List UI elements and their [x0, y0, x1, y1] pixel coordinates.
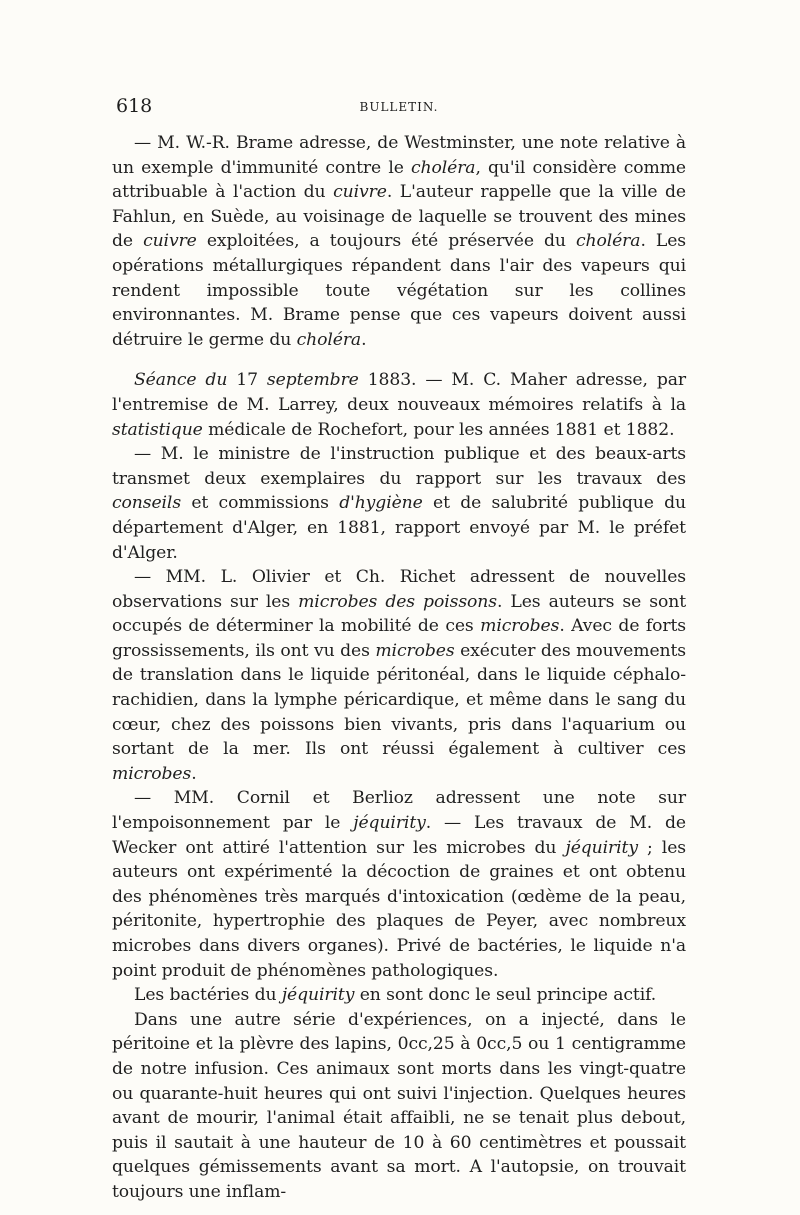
italic-run: statistique	[112, 419, 203, 440]
paragraph-bacteries-jequirity	[112, 983, 686, 1008]
paragraph-cornil-berlioz	[112, 786, 686, 983]
paragraph-autre-serie	[112, 1008, 686, 1205]
text-run: médicale de Rochefort, pour les années 1881 et 1882.	[202, 419, 675, 440]
text-run: . L'auteur rappelle que la ville de Fahlun, en Suède, au voisinage de laquelle se trouvent des mines de	[112, 182, 686, 252]
text-run: . Les auteurs se sont occupés de déterminer la mobilité de ces	[112, 591, 686, 637]
text-run: 17	[227, 370, 267, 391]
text-run: — M. W.-R. Brame adresse, de Westminster, une note relative à un exemple d'immunité contre le	[112, 133, 686, 178]
italic-run: choléra	[410, 157, 476, 178]
italic-run: microbes	[112, 763, 192, 784]
italic-run: microbes	[375, 640, 455, 661]
text-run: et de salubrité publique du département d'Alger, en 1881, rapport envoyé par M. le préfet d'Alger.	[112, 493, 686, 563]
text-run: exploitées, a toujours été préservée du	[196, 231, 576, 252]
paragraph-brame	[112, 131, 686, 352]
text-run: .	[191, 763, 197, 784]
italic-run: choléra	[296, 329, 362, 350]
paragraph-olivier-richet	[112, 565, 686, 786]
text-run: ; les auteurs ont expérimenté la décoction de graines et ont obtenu des phénomènes très marqués d'intoxication (œdème de la peau, péritonite, hypertrophie des plaques de Peyer, avec nombreux microbes dans divers organes). Privé de bactéries, le liquide n'a point produit de phénomènes pathologiques.	[112, 837, 686, 981]
text-run: . Les opérations métallurgiques répandent dans l'air des vapeurs qui rendent impossible toute végétation sur les collines environnantes. M. Brame pense que ces vapeurs doivent aussi détruire le germe du	[112, 231, 686, 350]
paragraph-ministre-instruction	[112, 442, 686, 565]
italic-run: jéquirity	[281, 985, 355, 1006]
italic-run: Séance du	[134, 370, 228, 391]
text-run: en sont donc le seul principe actif.	[354, 985, 657, 1006]
italic-run: microbes des poissons	[298, 591, 497, 612]
italic-run: septembre	[266, 370, 359, 391]
page-number: 618	[116, 95, 153, 117]
italic-run: cuivre	[143, 231, 197, 252]
italic-run: choléra	[575, 231, 641, 252]
text-run: — MM. Cornil et Berlioz adressent une note sur l'empoisonnement par le	[112, 788, 686, 834]
text-run: , qu'il considère comme attribuable à l'action du	[112, 157, 686, 203]
body-text	[112, 131, 686, 1205]
italic-run: cuivre	[333, 182, 387, 203]
text-run: .	[361, 329, 367, 350]
text-run: 1883. — M. C. Maher adresse, par l'entremise de M. Larrey, deux nouveaux mémoires relatifs à la	[112, 370, 686, 415]
page-header	[112, 95, 686, 121]
text-run: — MM. L. Olivier et Ch. Richet adressent de nouvelles observations sur les	[112, 567, 686, 612]
paragraph-seance-17-septembre	[112, 368, 686, 442]
text-run: . Avec de forts grossissements, ils ont vu des	[112, 616, 686, 661]
text-run: exécuter des mouvements de translation dans le liquide péritonéal, dans le liquide céphalo-rachidien, dans la lymphe péricardique, et même dans le sang du cœur, chez des poissons bien vivants, pris dans l'aquarium ou sortant de la mer. Ils ont réussi également à cultiver ces	[112, 640, 687, 760]
text-run: et commissions	[181, 493, 340, 514]
text-run: . — Les travaux de M. de Wecker ont attiré l'attention sur les microbes du	[112, 813, 686, 858]
text-run: Dans une autre série d'expériences, on a injecté, dans le péritoine et la plèvre des lapins, 0cc,25 à 0cc,5 ou 1 centigramme de notre infusion. Ces animaux sont morts dans les vingt-quatre ou quarante-huit heures qui ont suivi l'injection. Quelques heures avant de mourir, l'animal était affaibli, ne se tenait plus debout, puis il sautait à une hauteur de 10 à 60 centimètres et poussait quelques gémissements avant sa mort. A l'autopsie, on trouvait toujours une inflam-	[112, 1009, 686, 1202]
italic-run: microbes	[480, 616, 560, 637]
italic-run: jéquirity	[565, 837, 638, 858]
italic-run: conseils	[112, 493, 182, 514]
italic-run: jéquirity	[353, 813, 426, 834]
text-run: — M. le ministre de l'instruction publique et des beaux-arts transmet deux exemplaires du rapport sur les travaux des	[112, 444, 686, 489]
page	[112, 95, 686, 1205]
running-head: BULLETIN.	[359, 100, 439, 114]
italic-run: d'hygiène	[339, 493, 423, 514]
text-run: Les bactéries du	[134, 985, 282, 1006]
